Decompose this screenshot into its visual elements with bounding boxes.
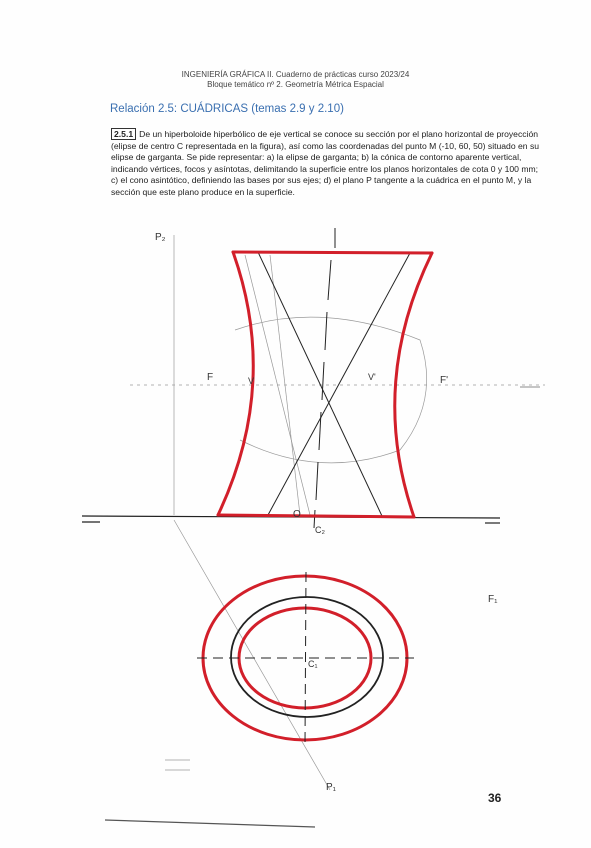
asymptote-line-2 [268, 253, 410, 515]
label-f1: F₁ [488, 594, 498, 605]
section-title: Relación 2.5: CUÁDRICAS (temas 2.9 y 2.10) [110, 103, 344, 115]
top-base-line [233, 252, 432, 253]
label-f-left: F [207, 372, 214, 383]
bottom-scribble-line [105, 820, 315, 827]
label-o: O [293, 509, 301, 520]
label-v-right: V' [368, 372, 376, 382]
header-line-1: INGENIERÍA GRÁFICA II. Cuaderno de prácticas curso 2023/24 [181, 70, 410, 79]
exercise-number: 2.5.1 [111, 128, 136, 140]
p1-trace-line [174, 520, 330, 790]
label-v-left: V [248, 376, 255, 386]
label-f-right: F' [440, 375, 449, 386]
construction-lines [130, 235, 545, 790]
label-c2: C₂ [315, 525, 325, 535]
exercise-text: De un hiperboloide hiperbólico de eje vertical se conoce su sección por el plano horizontal de proyección (elipse de centro C representada en la figura), así como las coordenadas del punto M (-10, 60, 50) situado en su elipse de garganta. Se pide representar: a) la elipse de garganta; b) la cónica de contorno aparente vertical, indicando vértices, focos y asíntotas, delimitando la superficie entre los planos horizontales de cota 0 y 100 mm; c) el cono asintótico, definiendo las bases por sus ejes; d) el plano P tangente a la cuádrica en el punto M, y la sección que este plano produce en la superficie. [111, 129, 540, 197]
middle-ellipse [231, 597, 383, 717]
asymptotic-cone [258, 252, 410, 516]
plan-view [197, 572, 414, 745]
asymptote-line-1 [258, 252, 382, 516]
label-p2: P₂ [155, 232, 166, 243]
label-c1: C₁ [308, 659, 318, 669]
label-p1: P₁ [326, 782, 337, 793]
page-number: 36 [488, 791, 502, 805]
header-line-2: Bloque temático nº 2. Geometría Métrica Espacial [207, 80, 384, 89]
plan-vertical-axis [305, 572, 306, 745]
bottom-base-line [218, 515, 414, 517]
